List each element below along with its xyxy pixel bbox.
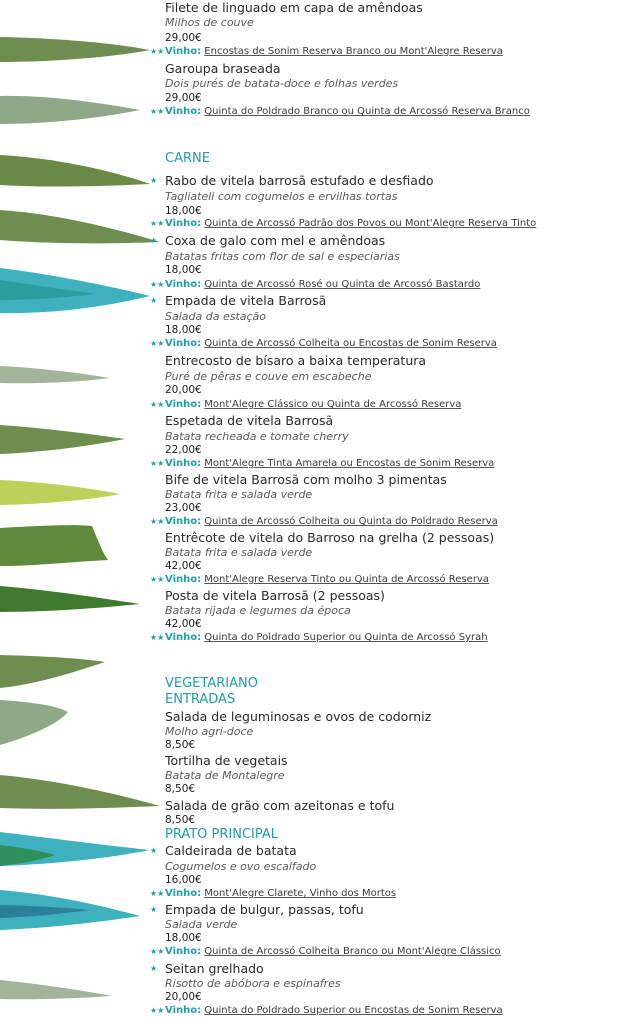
dish-description: Puré de pêras e couve em escabeche (165, 370, 372, 383)
dish-description: Batata frita e salada verde (165, 488, 313, 501)
wine-link[interactable]: Quinta de Arcossó Colheita ou Quinta do Poldrado Reserva (204, 516, 498, 527)
wine-pairing (165, 573, 625, 587)
dish-name: Salada de grão com azeitonas e tofu (165, 798, 395, 813)
star-icon: ★★ (150, 947, 165, 956)
wine-label: Vinho: (165, 632, 202, 643)
wine-pairing (165, 278, 625, 292)
wine-link[interactable]: Quinta de Arcossó Colheita ou Encostas de Sonim Reserva (204, 338, 497, 349)
subsection-title-entradas: ENTRADAS (165, 692, 236, 707)
star-icon: ★ (150, 964, 158, 973)
dish-name: Seitan grelhado (165, 961, 264, 976)
dish-name: Empada de vitela Barrosã (165, 293, 327, 308)
wine-label: Vinho: (165, 338, 202, 349)
dish-name: Bife de vitela Barrosã com molho 3 pimentas (165, 472, 447, 487)
dish-description: Tagliateli com cogumelos e ervilhas tortas (165, 190, 398, 203)
dish-price: 8,50€ (165, 783, 196, 795)
dish-description: Batata de Montalegre (165, 769, 285, 782)
wine-pairing (165, 887, 625, 901)
wine-link[interactable]: Quinta do Poldrado Superior ou Quinta de Arcossó Syrah (204, 632, 488, 643)
dish-name: Salada de leguminosas e ovos de codorniz (165, 709, 432, 724)
dish-price: 22,00€ (165, 444, 202, 456)
wine-label: Vinho: (165, 946, 202, 957)
wine-link[interactable]: Quinta de Arcossó Rosé ou Quinta de Arcossó Bastardo (204, 279, 481, 290)
wine-link[interactable]: Quinta de Arcossó Padrão dos Povos ou Mont'Alegre Reserva Tinto (204, 218, 537, 229)
dish-price: 8,50€ (165, 814, 196, 826)
dish-price: 42,00€ (165, 560, 202, 572)
dish-description: Risotto de abóbora e espinafres (165, 977, 341, 990)
dish-price: 23,00€ (165, 502, 202, 514)
dish-price: 18,00€ (165, 205, 202, 217)
star-icon: ★★ (150, 889, 165, 898)
dish-description: Milhos de couve (165, 16, 254, 29)
wine-label: Vinho: (165, 1005, 202, 1016)
star-icon: ★★ (150, 1006, 165, 1015)
wine-link[interactable]: Quinta do Poldrado Branco ou Quinta de Arcossó Reserva Branco (204, 106, 530, 117)
dish-name: Entrêcote de vitela do Barroso na grelha (2 pessoas) (165, 530, 495, 545)
dish-description: Batata recheada e tomate cherry (165, 430, 349, 443)
wine-link[interactable]: Mont'Alegre Tinta Amarela ou Encostas de Sonim Reserva (204, 458, 495, 469)
wine-pairing (165, 631, 625, 645)
wine-link[interactable]: Mont'Alegre Clássico ou Quinta de Arcossó Reserva (204, 399, 462, 410)
dish-description: Dois purés de batata-doce e folhas verdes (165, 77, 399, 90)
star-icon: ★★ (150, 459, 165, 468)
subsection-title-prato-principal: PRATO PRINCIPAL (165, 827, 279, 842)
wine-label: Vinho: (165, 46, 202, 57)
wine-pairing (165, 398, 625, 412)
star-icon: ★ (150, 296, 158, 305)
dish-price: 29,00€ (165, 92, 202, 104)
dish-description: Cogumelos e ovo escalfado (165, 860, 317, 873)
wine-pairing (165, 105, 625, 119)
wine-pairing (165, 45, 625, 59)
star-icon: ★★ (150, 517, 165, 526)
dish-name: Tortilha de vegetais (165, 753, 288, 768)
wine-pairing (165, 217, 625, 231)
wine-link[interactable]: Mont'Alegre Clarete, Vinho dos Mortos (204, 888, 397, 899)
wine-label: Vinho: (165, 458, 202, 469)
wine-link[interactable]: Quinta do Poldrado Superior ou Encostas de Sonim Reserva (204, 1005, 503, 1016)
star-icon: ★★ (150, 47, 165, 56)
wine-label: Vinho: (165, 218, 202, 229)
star-icon: ★★ (150, 339, 165, 348)
dish-name: Coxa de galo com mel e amêndoas (165, 233, 386, 248)
dish-price: 29,00€ (165, 32, 202, 44)
star-icon: ★ (150, 176, 158, 185)
dish-name: Rabo de vitela barrosã estufado e desfiado (165, 173, 434, 188)
wine-pairing (165, 515, 625, 529)
dish-price: 20,00€ (165, 991, 202, 1003)
star-icon: ★★ (150, 107, 165, 116)
star-icon: ★★ (150, 633, 165, 642)
wine-label: Vinho: (165, 516, 202, 527)
dish-name: Caldeirada de batata (165, 843, 297, 858)
dish-description: Molho agri-doce (165, 725, 254, 738)
star-icon: ★ (150, 236, 158, 245)
dish-price: 18,00€ (165, 932, 202, 944)
dish-name: Filete de linguado em capa de amêndoas (165, 0, 423, 15)
star-icon: ★ (150, 905, 158, 914)
wine-label: Vinho: (165, 888, 202, 899)
wine-pairing (165, 1004, 625, 1018)
star-icon: ★★ (150, 575, 165, 584)
star-icon: ★ (150, 846, 158, 855)
wine-label: Vinho: (165, 279, 202, 290)
wine-link[interactable]: Encostas de Sonim Reserva Branco ou Mont'Alegre Reserva (204, 46, 503, 57)
wine-link[interactable]: Mont'Alegre Reserva Tinto ou Quinta de Arcossó Reserva (204, 574, 489, 585)
dish-price: 8,50€ (165, 739, 196, 751)
wine-pairing (165, 945, 625, 959)
dish-name: Entrecosto de bísaro a baixa temperatura (165, 353, 427, 368)
dish-name: Espetada de vitela Barrosã (165, 413, 334, 428)
star-icon: ★★ (150, 400, 165, 409)
dish-price: 18,00€ (165, 324, 202, 336)
dish-price: 42,00€ (165, 618, 202, 630)
dish-price: 16,00€ (165, 874, 202, 886)
dish-price: 18,00€ (165, 264, 202, 276)
star-icon: ★★ (150, 280, 165, 289)
wine-link[interactable]: Quinta de Arcossó Colheita Branco ou Mont'Alegre Clássico (204, 946, 501, 957)
wine-label: Vinho: (165, 574, 202, 585)
wine-pairing (165, 337, 625, 351)
dish-name: Empada de bulgur, passas, tofu (165, 902, 364, 917)
star-icon: ★★ (150, 219, 165, 228)
wine-pairing (165, 457, 625, 471)
dish-description: Batatas fritas com flor de sal e especiarias (165, 250, 400, 263)
dish-name: Posta de vitela Barrosã (2 pessoas) (165, 588, 385, 603)
dish-description: Salada da estação (165, 310, 267, 323)
section-title-vegetariano: VEGETARIANO (165, 676, 258, 691)
dish-description: Batata rijada e legumes da época (165, 604, 351, 617)
section-title-carne: CARNE (165, 151, 210, 166)
dish-description: Batata frita e salada verde (165, 546, 313, 559)
dish-price: 20,00€ (165, 384, 202, 396)
dish-name: Garoupa braseada (165, 61, 281, 76)
wine-label: Vinho: (165, 106, 202, 117)
dish-description: Salada verde (165, 918, 238, 931)
wine-label: Vinho: (165, 399, 202, 410)
